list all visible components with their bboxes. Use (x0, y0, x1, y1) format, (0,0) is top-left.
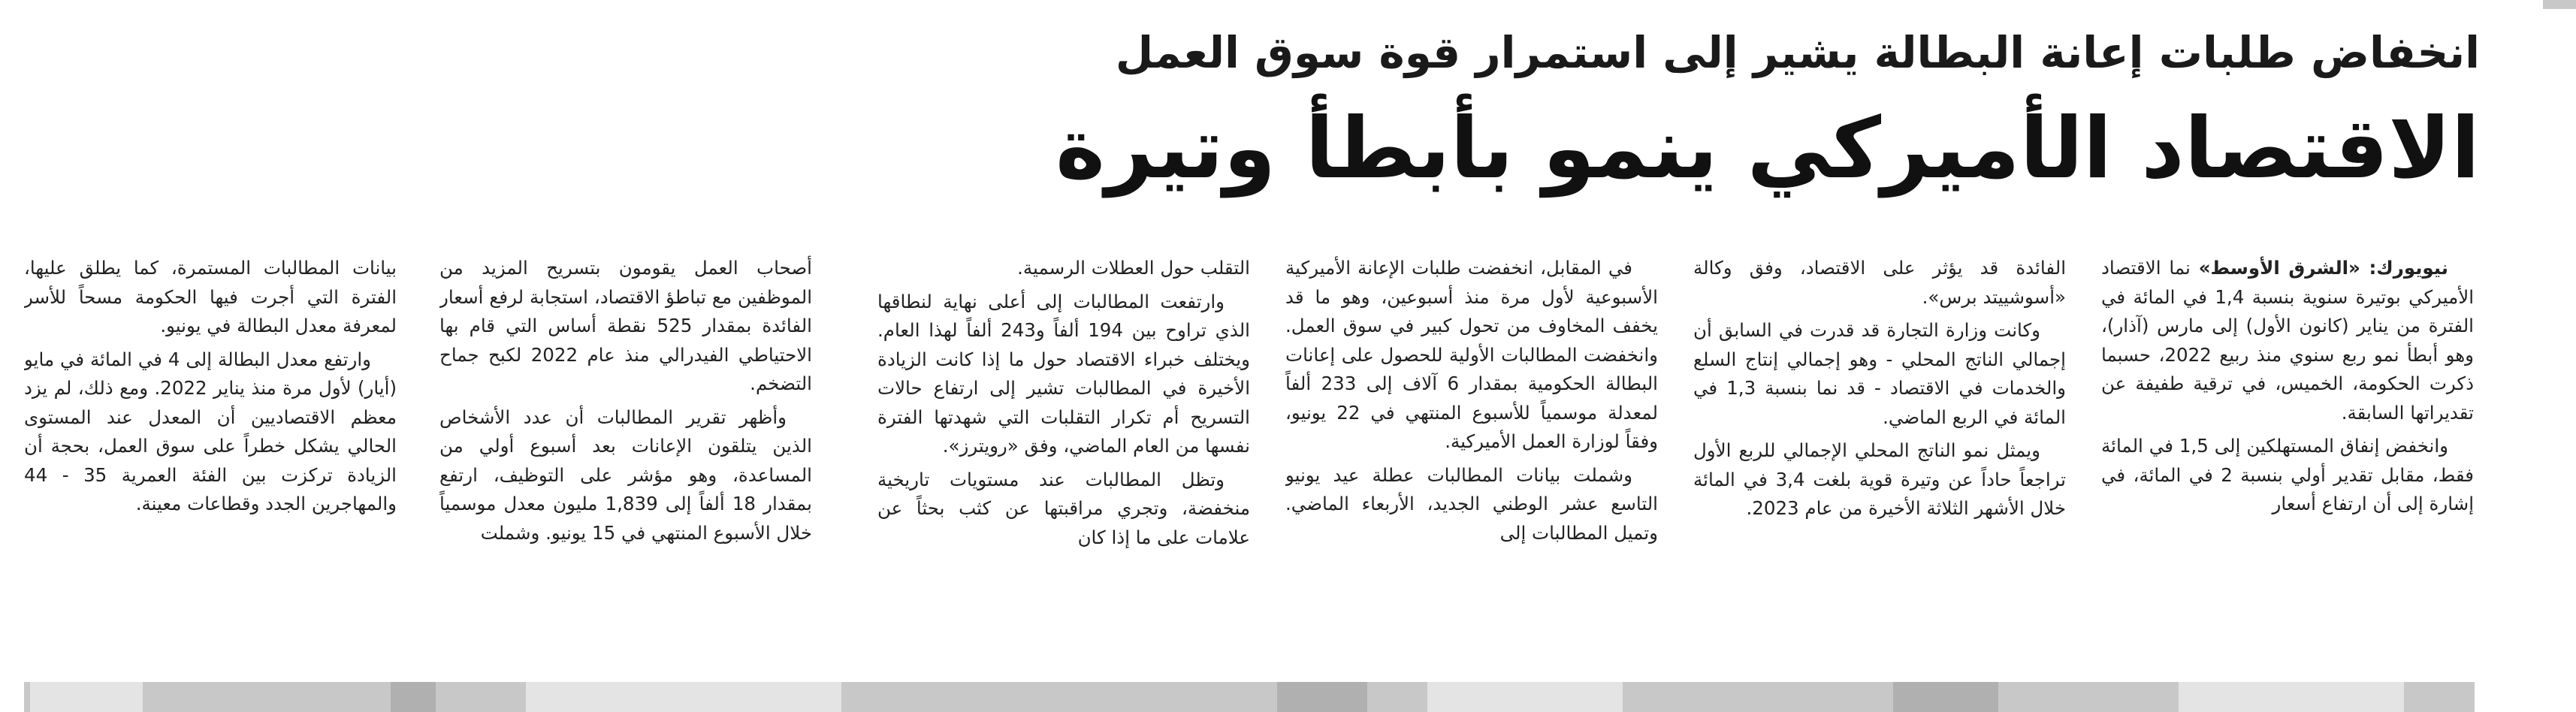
footer-segment (1893, 682, 1998, 712)
paragraph: في المقابل، انخفضت طلبات الإعانة الأميركية الأسبوعية لأول مرة منذ أسبوعين، وهو ما قد يخفف المخاوف من تحول كبير في سوق العمل. وانخفضت المطالبات الأولية للحصول على إعانات البطالة الحكومية بمقدار 6 آلاف إلى 233 ألفاً لمعدلة موسمياً للأسبوع المنتهي في 22 يونيو، وفقاً لوزارة العمل الأميركية. (1285, 257, 1658, 452)
paragraph: وتظل المطالبات عند مستويات تاريخية منخفضة، وتجري مراقبتها عن كثب بحثاً عن علامات على ما إذا كان (877, 468, 1250, 548)
article-column-4 (877, 254, 1250, 659)
paragraph: التقلب حول العطلات الرسمية. (1017, 257, 1250, 279)
paragraph: ويمثل نمو الناتج المحلي الإجمالي للربع الأول تراجعاً حاداً عن وتيرة قوية بلغت 3,4 في المائة خلال الأشهر الثلاثة الأخيرة من عام 2023. (1693, 439, 2066, 519)
article-column-3 (1285, 254, 1658, 659)
article-column-6 (24, 254, 397, 659)
footer-segment (391, 682, 436, 712)
paragraph: الفائدة قد يؤثر على الاقتصاد، وفق وكالة «أسوشييتد برس». (1693, 257, 2066, 308)
article-headline: الاقتصاد الأميركي ينمو بأبطأ وتيرة (1055, 100, 2480, 198)
footer-segment (526, 682, 841, 712)
footer-segment (2179, 682, 2404, 712)
article-column-2 (1693, 254, 2066, 659)
paragraph: بيانات المطالبات المستمرة، كما يطلق عليها، الفترة التي أجرت فيها الحكومة مسحاً للأسر لمعرفة معدل البطالة في يونيو. (24, 257, 397, 336)
footer-segment (30, 682, 143, 712)
article-column-1 (2101, 254, 2474, 659)
paragraph: نما الاقتصاد الأميركي بوتيرة سنوية بنسبة 1,4 في المائة في الفترة من يناير (كانون الأول) إلى مارس (آذار)، وهو أبطأ نمو ربع سنوي منذ ربيع 2022، حسبما ذكرت الحكومة، الخميس، في ترقية طفيفة عن تقديراتها السابقة. (2101, 257, 2474, 424)
paragraph: وانخفض إنفاق المستهلكين إلى 1,5 في المائة فقط، مقابل تقدير أولي بنسبة 2 في المائة، في إشارة إلى أن ارتفاع أسعار (2101, 435, 2474, 514)
paragraph: وشملت بيانات المطالبات عطلة عيد يونيو التاسع عشر الوطني الجديد، الأربعاء الماضي. وتميل المطالبات إلى (1285, 463, 1658, 544)
footer-segment (1427, 682, 1623, 712)
article-column-5 (439, 254, 812, 659)
article-kicker: انخفاض طلبات إعانة البطالة يشير إلى استمرار قوة سوق العمل (1115, 27, 2480, 78)
edge-rule (2543, 0, 2576, 9)
footer-segment (1277, 682, 1367, 712)
paragraph: وأظهر تقرير المطالبات أن عدد الأشخاص الذين يتلقون الإعانات بعد أسبوع أولي من المساعدة، وهو مؤشر على التوظيف، ارتفع بمقدار 18 ألفاً إلى 1,839 مليون معدل موسمياً خلال الأسبوع المنتهي في 15 يونيو. وشملت (439, 406, 812, 544)
article-byline: نيويورك: «الشرق الأوسط» (2198, 257, 2448, 279)
paragraph: وارتفعت المطالبات إلى أعلى نهاية لنطاقها الذي تراوح بين 194 ألفاً و243 ألفاً لهذا العام. ويختلف خبراء الاقتصاد حول ما إذا كانت الزيادة الأخيرة في المطالبات تشير إلى ارتفاع حالات التسريح أم تكرار التقلبات التي شهدتها الفترة نفسها من العام الماضي، وفق «رويترز». (877, 290, 1250, 457)
paragraph: وارتفع معدل البطالة إلى 4 في المائة في مايو (أيار) لأول مرة منذ يناير 2022. ومع ذلك، لم يزد معظم الاقتصاديين أن المعدل عند المستوى الحالي يشكل خطراً على سوق العمل، بحجة أن الزيادة تركزت بين الفئة العمرية 35 - 44 والمهاجرين الجدد وقطاعات معينة. (24, 348, 397, 514)
paragraph: أصحاب العمل يقومون بتسريح المزيد من الموظفين مع تباطؤ الاقتصاد، استجابة لرفع أسعار الفائدة بمقدار 525 نقطة أساس التي قام بها الاحتياطي الفيدرالي منذ عام 2022 لكبح جماح التضخم. (439, 257, 812, 394)
paragraph: وكانت وزارة التجارة قد قدرت في السابق أن إجمالي الناتج المحلي - وهو إجمالي إنتاج السلع والخدمات في الاقتصاد - قد نما بنسبة 1,3 في المائة في الربع الماضي. (1693, 319, 2066, 428)
